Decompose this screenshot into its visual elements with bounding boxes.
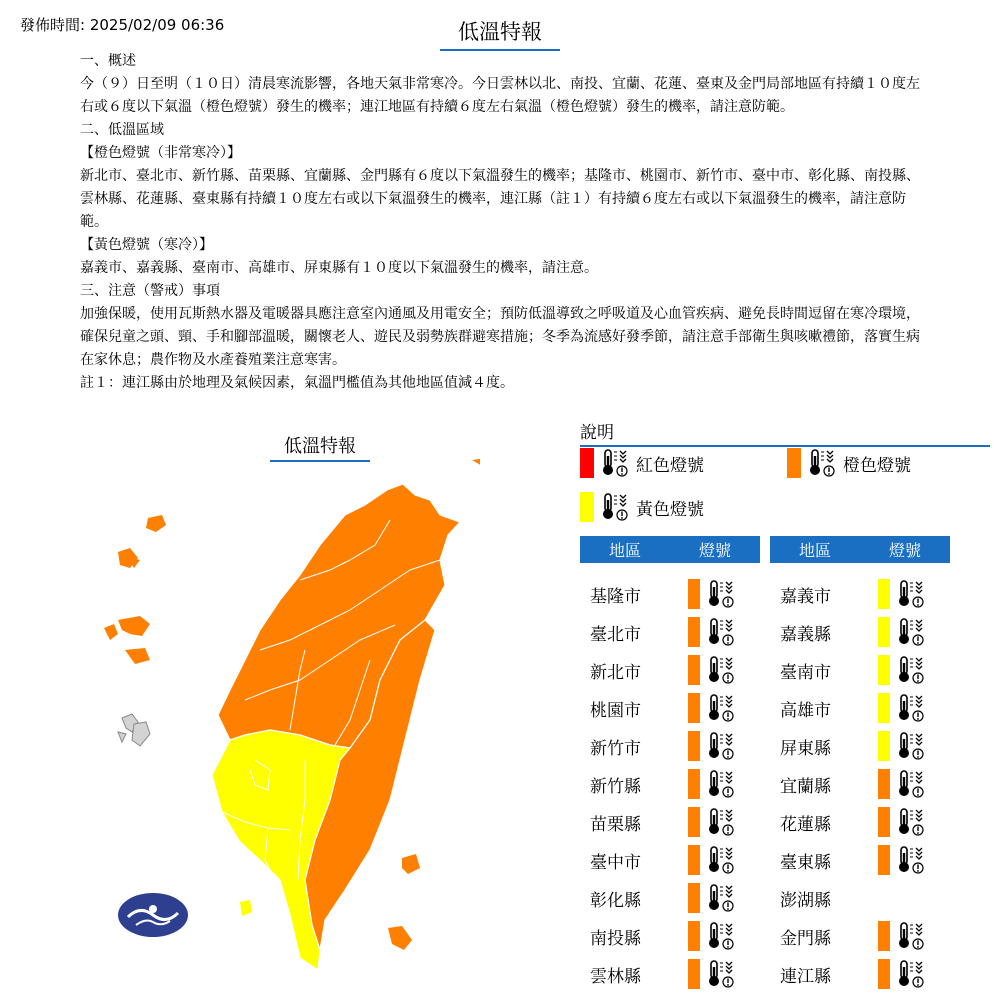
thermometer-warning-icon bbox=[706, 693, 736, 723]
region-name: 苗栗縣 bbox=[590, 814, 641, 835]
region-name: 嘉義縣 bbox=[780, 624, 831, 645]
map-title: 低溫特報 bbox=[270, 432, 370, 462]
region-name: 新北市 bbox=[590, 662, 641, 683]
region-table-left bbox=[580, 536, 760, 993]
table-row bbox=[580, 651, 760, 689]
yellow-swatch bbox=[580, 492, 594, 522]
table-row bbox=[580, 765, 760, 803]
region-name: 高雄市 bbox=[780, 700, 831, 721]
region-name: 宜蘭縣 bbox=[780, 776, 831, 797]
legend-orange bbox=[787, 448, 911, 478]
section-1-text: 今（９）日至明（１０日）清晨寒流影響，各地天氣非常寒冷。今日雲林以北、南投、宜蘭、花蓮、臺東及金門局部地區有持續１０度左右或６度以下氣溫（橙色燈號）發生的機率；連江地區有持續６度左右氣溫（橙色燈號）發生的機率，請注意防範。 bbox=[80, 76, 920, 115]
footnote: 註１：連江縣由於地理及氣候因素，氣溫門檻值為其他地區值減４度。 bbox=[80, 375, 514, 391]
thermometer-warning-icon bbox=[706, 883, 736, 913]
green-island bbox=[402, 854, 420, 874]
region-name: 基隆市 bbox=[590, 586, 641, 607]
table-row bbox=[770, 879, 950, 917]
thermometer-warning-icon bbox=[706, 845, 736, 875]
orange-swatch bbox=[688, 807, 700, 837]
legend-red-label: 紅色燈號 bbox=[636, 455, 704, 476]
yellow-heading: 【黃色燈號（寒冷）】 bbox=[80, 237, 213, 253]
region-name: 屏東縣 bbox=[780, 738, 831, 759]
orange-swatch bbox=[688, 693, 700, 723]
thermometer-warning-icon bbox=[706, 617, 736, 647]
orange-swatch bbox=[878, 807, 890, 837]
publish-time: 發佈時間: 2025/02/09 06:36 bbox=[20, 16, 225, 34]
orange-swatch bbox=[688, 731, 700, 761]
yellow-swatch bbox=[878, 655, 890, 685]
orange-heading: 【橙色燈號（非常寒冷）】 bbox=[80, 145, 241, 161]
orange-swatch bbox=[688, 617, 700, 647]
orange-swatch bbox=[878, 921, 890, 951]
table-row bbox=[770, 841, 950, 879]
legend-orange-label: 橙色燈號 bbox=[843, 455, 911, 476]
section-1-heading: 一、概述 bbox=[80, 53, 136, 69]
thermometer-warning-icon bbox=[896, 617, 926, 647]
thermometer-warning-icon bbox=[896, 959, 926, 989]
table-row bbox=[580, 879, 760, 917]
section-3-text: 加強保暖，使用瓦斯熱水器及電暖器具應注意室內通風及用電安全；預防低溫導致之呼吸道及心血管疾病、避免長時間逗留在寒冷環境，確保兒童之頭、頸、手和腳部溫暖，關懷老人、遊民及弱勢族群避寒措施；冬季為流感好發季節，請注意手部衛生與咳嗽禮節，落實生病在家休息；農作物及水產養殖業注意寒害。 bbox=[80, 306, 920, 368]
thermometer-warning-icon bbox=[706, 959, 736, 989]
region-table-right bbox=[770, 536, 950, 993]
liuqiu-island bbox=[240, 900, 252, 916]
thermometer-warning-icon bbox=[706, 807, 736, 837]
thermometer-warning-icon bbox=[896, 769, 926, 799]
region-name: 桃園市 bbox=[590, 700, 641, 721]
region-name: 臺中市 bbox=[590, 852, 641, 873]
thermometer-warning-icon bbox=[706, 769, 736, 799]
region-name: 嘉義市 bbox=[780, 586, 831, 607]
orange-swatch bbox=[688, 845, 700, 875]
orange-swatch bbox=[787, 448, 801, 478]
table-row bbox=[770, 651, 950, 689]
table-row bbox=[580, 613, 760, 651]
section-3-heading: 三、注意（警戒）事項 bbox=[80, 283, 220, 299]
table-row bbox=[770, 727, 950, 765]
orange-swatch bbox=[878, 769, 890, 799]
orange-swatch bbox=[688, 883, 700, 913]
thermometer-warning-icon bbox=[896, 579, 926, 609]
cwa-logo bbox=[118, 893, 188, 937]
table-header bbox=[580, 536, 760, 563]
table-row bbox=[580, 841, 760, 879]
legend-red bbox=[580, 448, 704, 478]
col-region-header: 地區 bbox=[608, 541, 641, 560]
region-penghu[interactable] bbox=[118, 714, 150, 746]
orange-swatch bbox=[688, 769, 700, 799]
orange-swatch bbox=[688, 579, 700, 609]
region-name: 臺北市 bbox=[590, 624, 641, 645]
thermometer-warning-icon bbox=[807, 448, 837, 478]
thermometer-warning-icon bbox=[706, 731, 736, 761]
table-row bbox=[770, 803, 950, 841]
region-name: 彰化縣 bbox=[590, 890, 641, 911]
thermometer-warning-icon bbox=[706, 921, 736, 951]
legend-yellow bbox=[580, 492, 704, 522]
table-row bbox=[580, 917, 760, 955]
table-row bbox=[770, 765, 950, 803]
table-row bbox=[580, 575, 760, 613]
table-row bbox=[770, 613, 950, 651]
table-row bbox=[770, 689, 950, 727]
thermometer-warning-icon bbox=[896, 845, 926, 875]
yellow-swatch bbox=[878, 617, 890, 647]
col-signal-header: 燈號 bbox=[698, 541, 731, 560]
col-region-header: 地區 bbox=[798, 541, 831, 560]
table-row bbox=[770, 917, 950, 955]
region-name: 臺東縣 bbox=[780, 852, 831, 873]
orange-swatch bbox=[688, 959, 700, 989]
region-name: 新竹市 bbox=[590, 738, 641, 759]
orange-swatch bbox=[878, 845, 890, 875]
table-row bbox=[770, 575, 950, 613]
table-row bbox=[580, 727, 760, 765]
thermometer-warning-icon bbox=[706, 579, 736, 609]
orange-swatch bbox=[878, 959, 890, 989]
legend-title: 說明 bbox=[580, 418, 990, 447]
legend-yellow-label: 黃色燈號 bbox=[636, 499, 704, 520]
section-2-heading: 二、低溫區域 bbox=[80, 122, 164, 138]
orange-swatch bbox=[688, 921, 700, 951]
table-row bbox=[580, 689, 760, 727]
thermometer-warning-icon bbox=[706, 655, 736, 685]
table-header bbox=[770, 536, 950, 563]
col-signal-header: 燈號 bbox=[888, 541, 921, 560]
bulletin-text bbox=[80, 50, 930, 395]
yellow-swatch bbox=[878, 693, 890, 723]
table-body bbox=[770, 575, 950, 993]
region-name: 雲林縣 bbox=[590, 966, 641, 987]
thermometer-warning-icon bbox=[896, 921, 926, 951]
table-row bbox=[580, 955, 760, 993]
orange-text: 新北市、臺北市、新竹縣、苗栗縣、宜蘭縣、金門縣有６度以下氣溫發生的機率；基隆市、桃園市、新竹市、臺中市、彰化縣、南投縣、雲林縣、花蓮縣、臺東縣有持續１０度左右或以下氣溫發生的機率，連江縣（註１）有持續６度左右或以下氣溫發生的機率，請注意防範。 bbox=[80, 168, 920, 230]
region-name: 臺南市 bbox=[780, 662, 831, 683]
table-row bbox=[770, 955, 950, 993]
red-swatch bbox=[580, 448, 594, 478]
thermometer-warning-icon bbox=[600, 492, 630, 522]
region-name: 澎湖縣 bbox=[780, 890, 831, 911]
taiwan-warning-map bbox=[100, 450, 480, 990]
table-row bbox=[580, 803, 760, 841]
orange-swatch bbox=[688, 655, 700, 685]
thermometer-warning-icon bbox=[896, 807, 926, 837]
thermometer-warning-icon bbox=[896, 731, 926, 761]
region-name: 新竹縣 bbox=[590, 776, 641, 797]
region-name: 金門縣 bbox=[780, 928, 831, 949]
yellow-swatch bbox=[878, 731, 890, 761]
thermometer-warning-icon bbox=[600, 448, 630, 478]
table-body bbox=[580, 575, 760, 993]
thermometer-warning-icon bbox=[896, 655, 926, 685]
region-name: 花蓮縣 bbox=[780, 814, 831, 835]
orchid-island bbox=[388, 926, 412, 950]
region-name: 南投縣 bbox=[590, 928, 641, 949]
yellow-text: 嘉義市、嘉義縣、臺南市、高雄市、屏東縣有１０度以下氣溫發生的機率，請注意。 bbox=[80, 260, 598, 276]
yellow-swatch bbox=[878, 579, 890, 609]
region-kinmen[interactable] bbox=[104, 616, 150, 664]
region-name: 連江縣 bbox=[780, 966, 831, 987]
thermometer-warning-icon bbox=[896, 693, 926, 723]
page-title: 低溫特報 bbox=[440, 16, 560, 51]
